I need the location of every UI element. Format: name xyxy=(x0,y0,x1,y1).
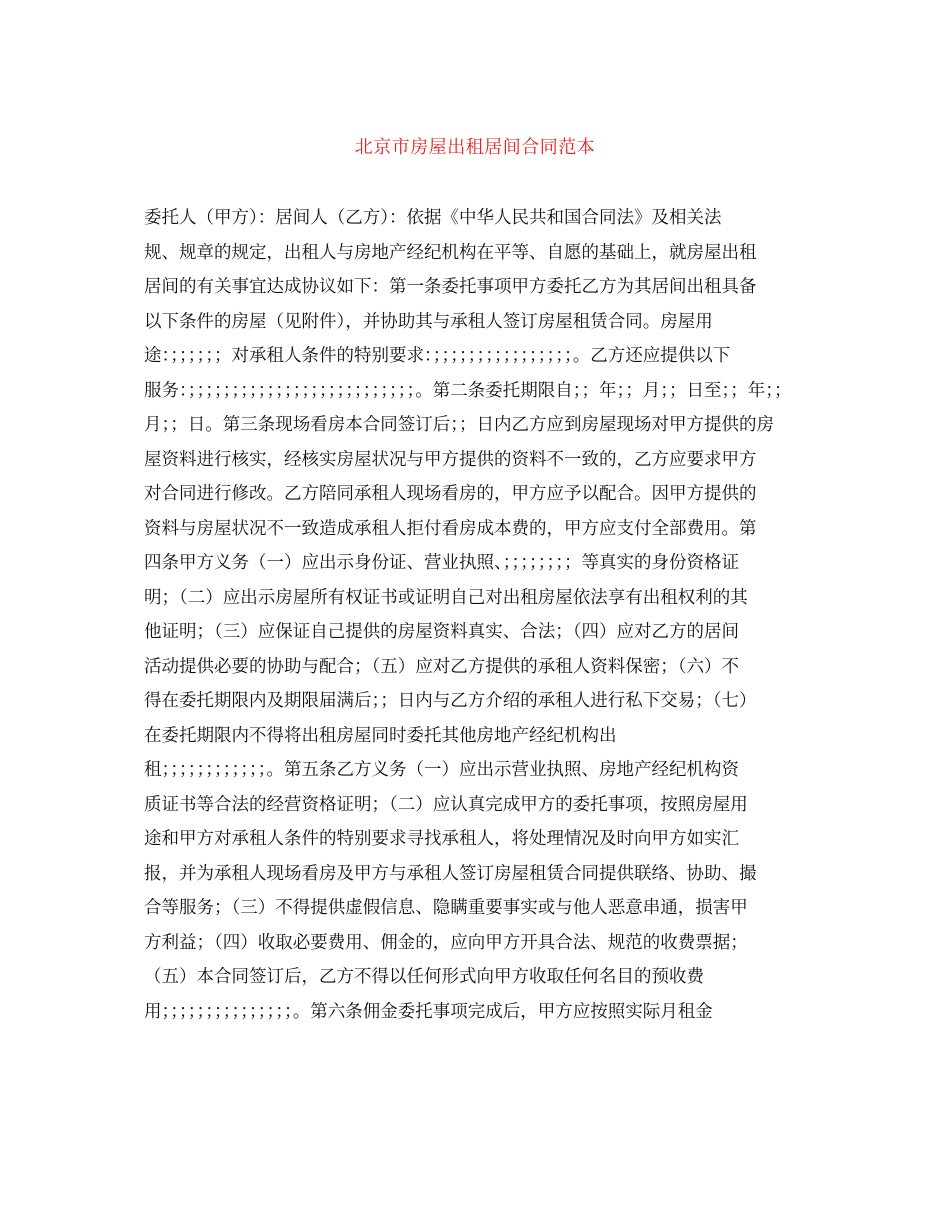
body-line: 活动提供必要的协助与配合；（五）应对乙方提供的承租人资料保密；（六）不 xyxy=(144,656,739,677)
body-line: 得在委托期限内及期限届满后；；日内与乙方介绍的承租人进行私下交易；（七） xyxy=(144,691,757,711)
body-line: （五）本合同签订后，乙方不得以任何形式向甲方收取任何名目的预收费 xyxy=(144,967,704,987)
body-line: 委托人（甲方）：居间人（乙方）：依据《中华人民共和国合同法》及相关法 xyxy=(144,208,722,228)
body-line: 租；；；；；；；；；；；；。第五条乙方义务（一）应出示营业执照、房地产经纪机构资 xyxy=(144,760,739,780)
body-line: 服务：；；；；；；；；；；；；；；；；；；；；；；；；；；。第二条委托期限自；；年；；月；；日至；；年；； xyxy=(144,380,792,401)
document-title: 北京市房屋出租居间合同范本 xyxy=(354,137,596,158)
body-line: 报，并为承租人现场看房及甲方与承租人签订房屋租赁合同提供联络、协助、撮 xyxy=(144,863,757,884)
body-line: 屋资料进行核实，经核实房屋状况与甲方提供的资料不一致的，乙方应要求甲方 xyxy=(144,449,757,470)
body-line: 月；；日。第三条现场看房本合同签订后；；日内乙方应到房屋现场对甲方提供的房 xyxy=(144,415,774,435)
document-body xyxy=(144,201,824,1029)
body-line: 用；；；；；；；；；；；；；；；。第六条佣金委托事项完成后，甲方应按照实际月租金 xyxy=(144,1001,713,1022)
body-line: 合等服务；（三）不得提供虚假信息、隐瞒重要事实或与他人恶意串通，损害甲 xyxy=(144,898,748,918)
body-line: 四条甲方义务（一）应出示身份证、营业执照、；；；；；；；；等真实的身份资格证 xyxy=(144,553,739,573)
body-line: 质证书等合法的经营资格证明；（二）应认真完成甲方的委托事项，按照房屋用 xyxy=(144,794,748,815)
body-line: 对合同进行修改。乙方陪同承租人现场看房的，甲方应予以配合。因甲方提供的 xyxy=(144,484,757,504)
body-line: 居间的有关事宜达成协议如下：第一条委托事项甲方委托乙方为其居间出租具备 xyxy=(144,277,757,297)
body-line: 资料与房屋状况不一致造成承租人拒付看房成本费的，甲方应支付全部费用。第 xyxy=(144,518,757,539)
body-line: 途：；；；；；；对承租人条件的特别要求：；；；；；；；；；；；；；；；；。乙方还应提供以下 xyxy=(144,346,731,366)
body-line: 方利益；（四）收取必要费用、佣金的，应向甲方开具合法、规范的收费票据； xyxy=(144,932,748,953)
body-line: 规、规章的规定，出租人与房地产经纪机构在平等、自愿的基础上，就房屋出租 xyxy=(144,242,757,263)
body-line: 以下条件的房屋（见附件），并协助其与承租人签订房屋租赁合同。房屋用 xyxy=(144,311,713,332)
body-line: 明；（二）应出示房屋所有权证书或证明自己对出租房屋依法享有出租权利的其 xyxy=(144,587,748,608)
body-line: 在委托期限内不得将出租房屋同时委托其他房地产经纪机构出 xyxy=(144,725,617,746)
body-line: 途和甲方对承租人条件的特别要求寻找承租人，将处理情况及时向甲方如实汇 xyxy=(144,829,739,849)
body-line: 他证明；（三）应保证自己提供的房屋资料真实、合法；（四）应对乙方的居间 xyxy=(144,622,739,642)
